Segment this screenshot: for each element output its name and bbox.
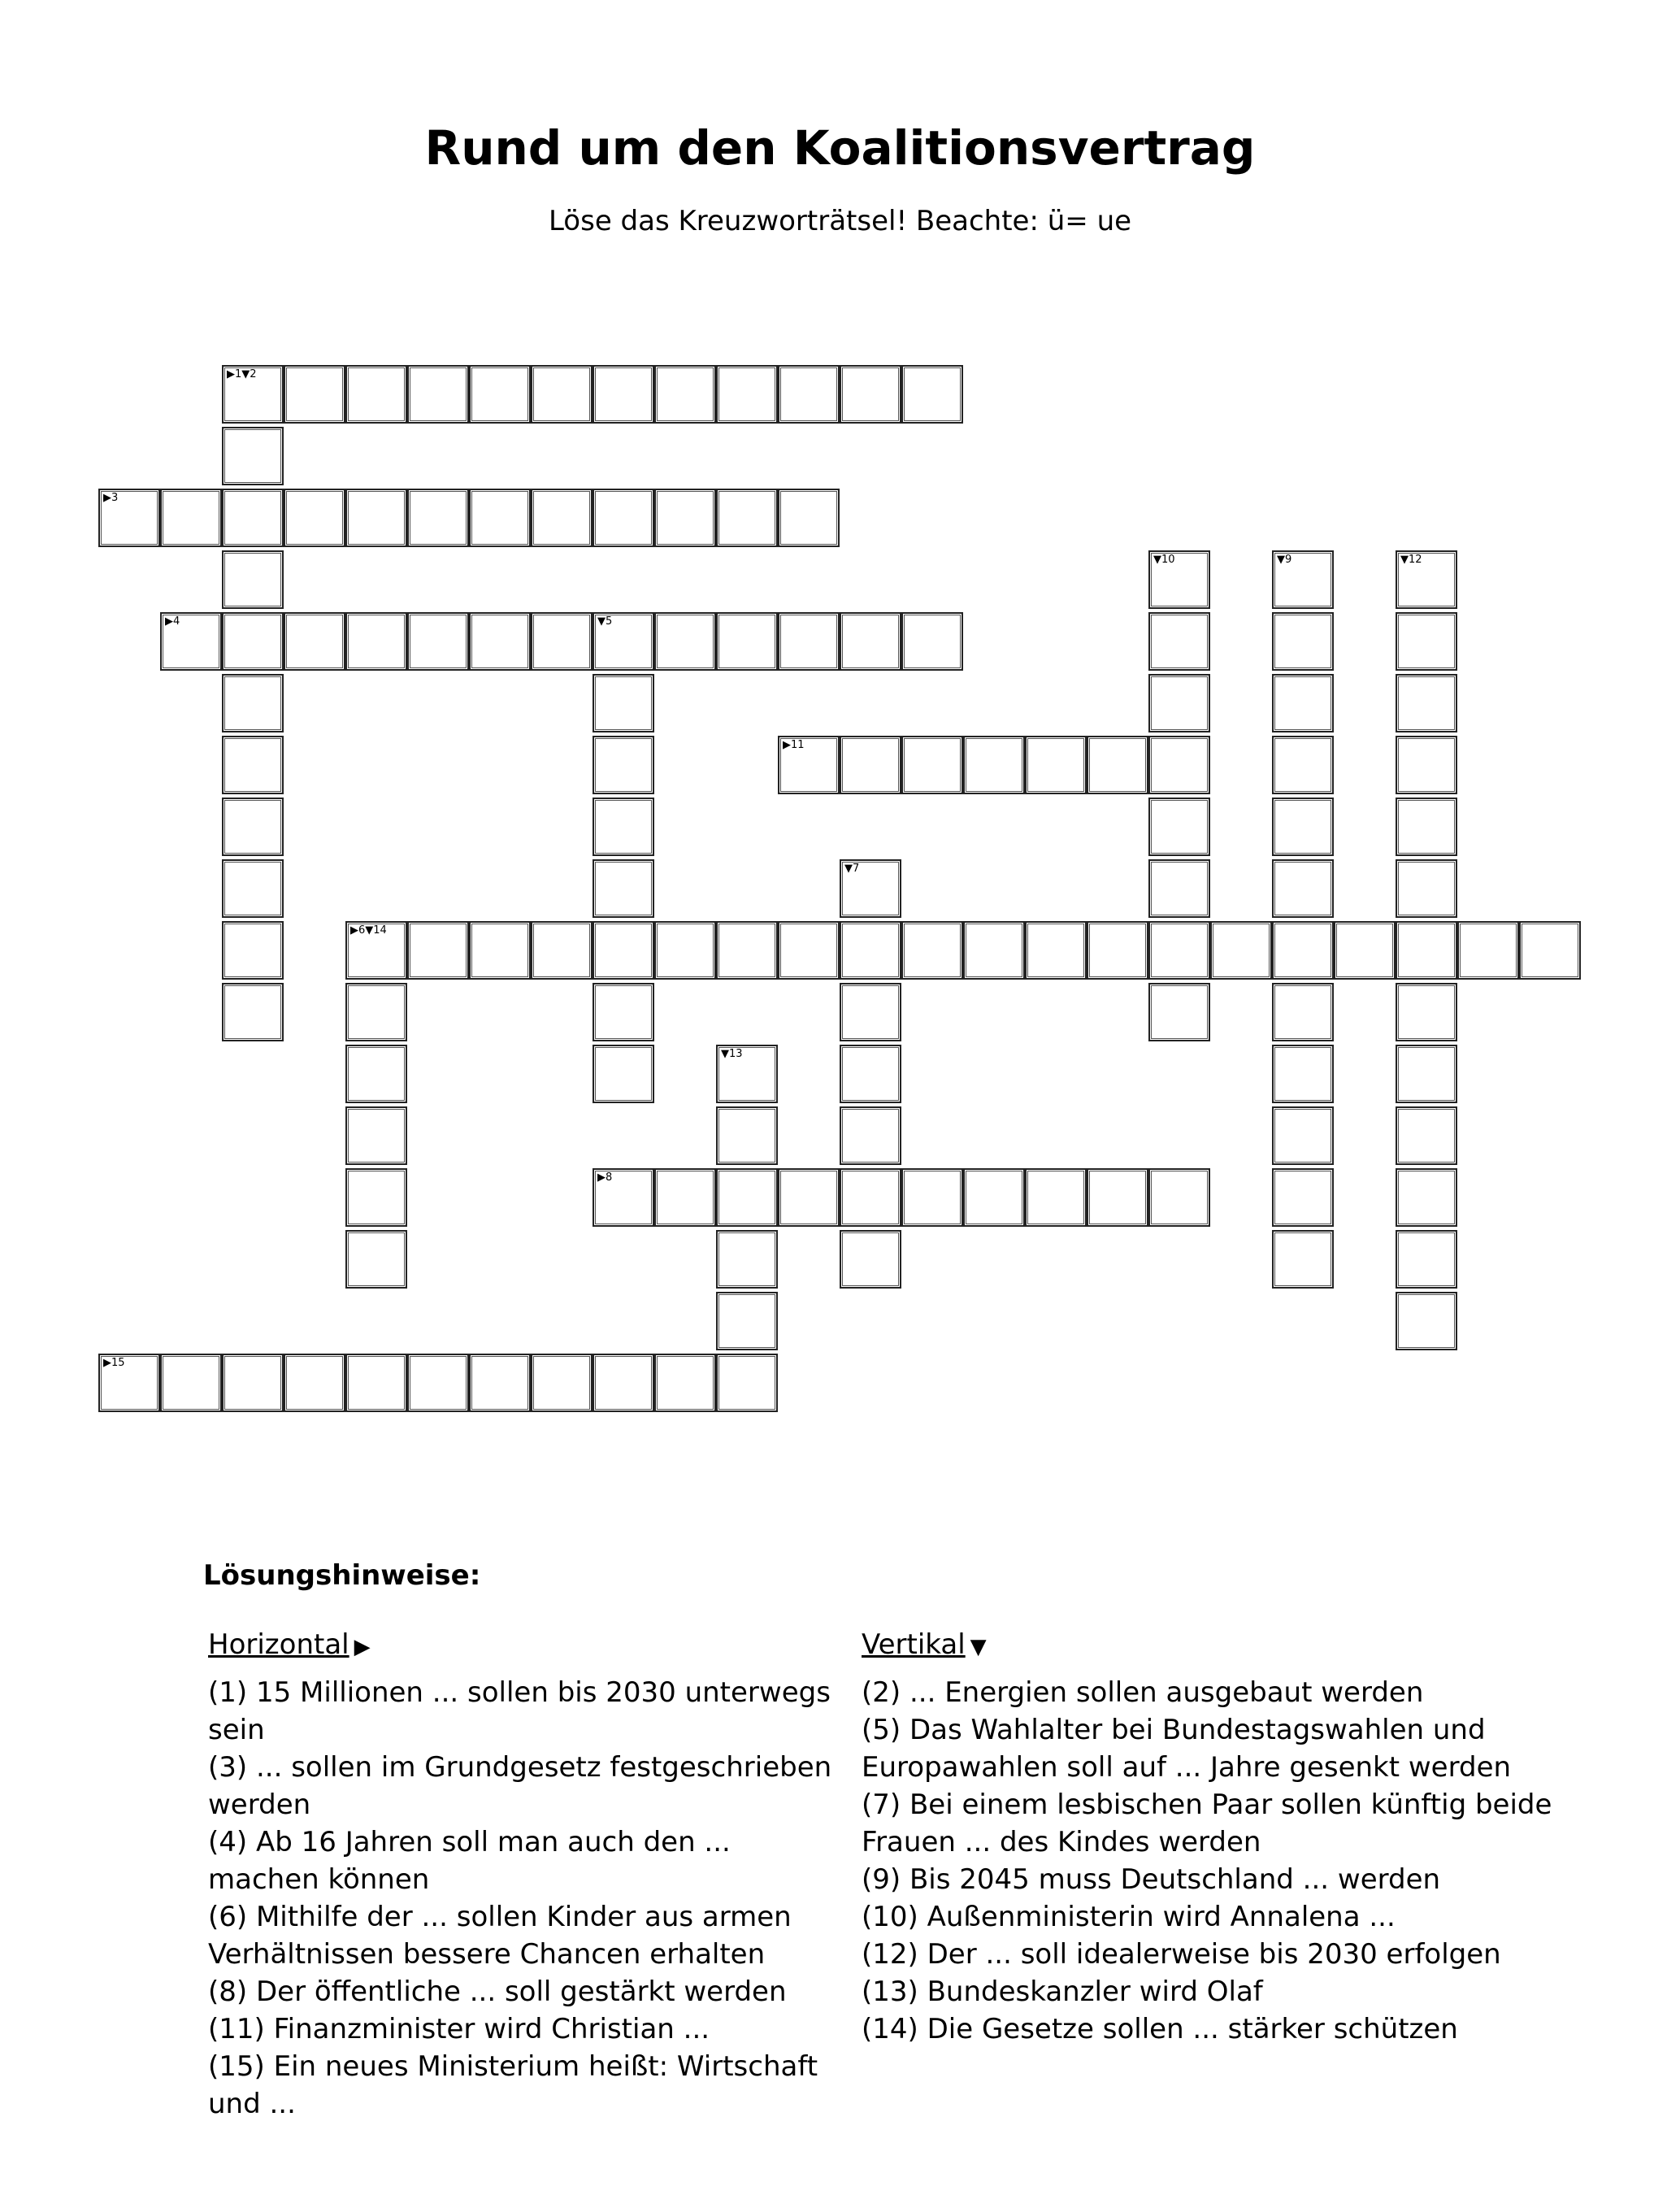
crossword-cell[interactable] <box>1272 921 1334 980</box>
crossword-cell[interactable] <box>654 1354 716 1412</box>
crossword-cell[interactable] <box>1396 983 1457 1041</box>
crossword-cell[interactable] <box>593 1354 654 1412</box>
clue-horizontal-3: (3) ... sollen im Grundgesetz festgeschrieben werden <box>208 1751 832 1821</box>
crossword-cell[interactable] <box>1334 921 1396 980</box>
crossword-cell[interactable] <box>469 1354 531 1412</box>
crossword-cell[interactable] <box>1148 921 1210 980</box>
crossword-cell[interactable] <box>654 365 716 424</box>
crossword-cell[interactable] <box>284 1354 345 1412</box>
crossword-cell[interactable] <box>716 489 778 547</box>
crossword-cell[interactable] <box>1396 1106 1457 1165</box>
crossword-cell[interactable] <box>407 1354 469 1412</box>
crossword-cell[interactable] <box>345 489 407 547</box>
crossword-cell[interactable] <box>593 736 654 794</box>
hints-heading: Lösungshinweise: <box>203 1559 481 1592</box>
crossword-cell[interactable] <box>901 736 963 794</box>
clue-vertical-5: (5) Das Wahlalter bei Bundestagswahlen und Europawahlen soll auf ... Jahre gesenkt werden <box>862 1714 1512 1784</box>
crossword-cell[interactable] <box>222 674 284 732</box>
crossword-cell[interactable] <box>901 1168 963 1227</box>
clue-number-label: ▶6▼14 <box>350 924 387 937</box>
crossword-cell[interactable] <box>284 489 345 547</box>
crossword-cell[interactable] <box>222 983 284 1041</box>
crossword-cell[interactable] <box>963 736 1025 794</box>
crossword-cell[interactable] <box>284 365 345 424</box>
crossword-cell[interactable] <box>222 365 284 424</box>
crossword-cell[interactable] <box>1396 1292 1457 1350</box>
clue-vertical-14: (14) Die Gesetze sollen ... stärker schützen <box>862 2013 1458 2045</box>
crossword-cell[interactable] <box>222 1354 284 1412</box>
crossword-cell[interactable] <box>716 1168 778 1227</box>
crossword-cell[interactable] <box>1396 612 1457 671</box>
clue-number-label: ▼10 <box>1153 554 1175 566</box>
crossword-cell[interactable] <box>1087 736 1148 794</box>
crossword-cell[interactable] <box>716 1292 778 1350</box>
vertical-heading <box>862 1626 1593 1666</box>
crossword-cell[interactable] <box>1148 674 1210 732</box>
crossword-cell[interactable] <box>407 612 469 671</box>
crossword-cell[interactable] <box>98 1354 160 1412</box>
crossword-cell[interactable] <box>345 983 407 1041</box>
crossword-cell[interactable] <box>1148 983 1210 1041</box>
crossword-cell[interactable] <box>840 921 901 980</box>
crossword-cell[interactable] <box>901 365 963 424</box>
clue-horizontal-4: (4) Ab 16 Jahren soll man auch den ... machen können <box>208 1826 731 1896</box>
vertical-heading-label: Vertikal <box>862 1628 966 1661</box>
crossword-cell[interactable] <box>654 612 716 671</box>
clue-horizontal-11: (11) Finanzminister wird Christian ... <box>208 2013 710 2045</box>
crossword-cell[interactable] <box>1148 550 1210 609</box>
crossword-cell[interactable] <box>593 1045 654 1103</box>
crossword-cell[interactable] <box>593 1168 654 1227</box>
crossword-cell[interactable] <box>222 859 284 918</box>
crossword-cell[interactable] <box>593 921 654 980</box>
horizontal-heading-label: Horizontal <box>208 1628 349 1661</box>
crossword-cell[interactable] <box>160 1354 222 1412</box>
crossword-cell[interactable] <box>531 612 593 671</box>
crossword-cell[interactable] <box>284 612 345 671</box>
clue-number-label: ▶1▼2 <box>227 368 257 380</box>
crossword-cell[interactable] <box>1148 612 1210 671</box>
crossword-cell[interactable] <box>1519 921 1581 980</box>
crossword-cell[interactable] <box>1396 798 1457 856</box>
crossword-cell[interactable] <box>469 612 531 671</box>
vertical-clues-column <box>862 1626 1593 2048</box>
crossword-cell[interactable] <box>1148 859 1210 918</box>
crossword-cell[interactable] <box>1025 921 1087 980</box>
crossword-cell[interactable] <box>1272 674 1334 732</box>
crossword-cell[interactable] <box>222 736 284 794</box>
page-subtitle: Löse das Kreuzworträtsel! Beachte: ü= ue <box>548 205 1132 237</box>
crossword-cell[interactable] <box>840 859 901 918</box>
crossword-cell[interactable] <box>654 921 716 980</box>
crossword-cell[interactable] <box>531 365 593 424</box>
crossword-cell[interactable] <box>1272 1106 1334 1165</box>
clue-number-label: ▼13 <box>721 1048 743 1060</box>
clue-number-label: ▼12 <box>1400 554 1422 566</box>
crossword-cell[interactable] <box>1396 1045 1457 1103</box>
crossword-cell[interactable] <box>160 489 222 547</box>
crossword-cell[interactable] <box>840 365 901 424</box>
crossword-cell[interactable] <box>1272 612 1334 671</box>
crossword-cell[interactable] <box>778 489 840 547</box>
crossword-cell[interactable] <box>840 983 901 1041</box>
crossword-cell[interactable] <box>1025 1168 1087 1227</box>
crossword-cell[interactable] <box>716 1354 778 1412</box>
crossword-cell[interactable] <box>222 798 284 856</box>
crossword-cell[interactable] <box>1148 798 1210 856</box>
clue-number-label: ▼9 <box>1277 554 1292 566</box>
crossword-cell[interactable] <box>1087 1168 1148 1227</box>
clue-vertical-10: (10) Außenministerin wird Annalena ... <box>862 1901 1396 1933</box>
crossword-cell[interactable] <box>407 365 469 424</box>
crossword-cell[interactable] <box>1272 550 1334 609</box>
crossword-cell[interactable] <box>840 1168 901 1227</box>
crossword-cell[interactable] <box>593 798 654 856</box>
crossword-cell[interactable] <box>1396 1230 1457 1289</box>
crossword-cell[interactable] <box>1272 983 1334 1041</box>
crossword-cell[interactable] <box>1396 674 1457 732</box>
crossword-cell[interactable] <box>778 1168 840 1227</box>
crossword-cell[interactable] <box>345 1230 407 1289</box>
crossword-cell[interactable] <box>222 612 284 671</box>
crossword-cell[interactable] <box>778 736 840 794</box>
crossword-cell[interactable] <box>531 921 593 980</box>
crossword-cell[interactable] <box>654 489 716 547</box>
crossword-cell[interactable] <box>531 489 593 547</box>
crossword-cell[interactable] <box>469 489 531 547</box>
crossword-cell[interactable] <box>1396 921 1457 980</box>
crossword-cell[interactable] <box>716 1045 778 1103</box>
arrow-right-icon: ▶ <box>354 1635 371 1659</box>
crossword-cell[interactable] <box>840 1106 901 1165</box>
page-title: Rund um den Koalitionsvertrag <box>424 120 1256 176</box>
crossword-cell[interactable] <box>716 1230 778 1289</box>
crossword-cell[interactable] <box>593 983 654 1041</box>
crossword-cell[interactable] <box>593 365 654 424</box>
clue-horizontal-15: (15) Ein neues Ministerium heißt: Wirtschaft und ... <box>208 2050 818 2120</box>
crossword-cell[interactable] <box>345 612 407 671</box>
crossword-cell[interactable] <box>840 1230 901 1289</box>
crossword-cell[interactable] <box>593 612 654 671</box>
crossword-cell[interactable] <box>593 489 654 547</box>
clue-vertical-2: (2) ... Energien sollen ausgebaut werden <box>862 1676 1424 1709</box>
crossword-cell[interactable] <box>1272 798 1334 856</box>
crossword-cell[interactable] <box>963 1168 1025 1227</box>
clue-number-label: ▶3 <box>103 492 119 504</box>
crossword-cell[interactable] <box>778 612 840 671</box>
crossword-cell[interactable] <box>654 1168 716 1227</box>
crossword-cell[interactable] <box>1272 1045 1334 1103</box>
crossword-cell[interactable] <box>160 612 222 671</box>
crossword-cell[interactable] <box>901 612 963 671</box>
crossword-cell[interactable] <box>531 1354 593 1412</box>
crossword-cell[interactable] <box>1396 859 1457 918</box>
clue-number-label: ▼5 <box>597 615 613 628</box>
crossword-cell[interactable] <box>1148 1168 1210 1227</box>
crossword-cell[interactable] <box>407 489 469 547</box>
horizontal-clues-column <box>208 1626 842 2123</box>
crossword-cell[interactable] <box>222 489 284 547</box>
crossword-cell[interactable] <box>222 921 284 980</box>
clue-vertical-7: (7) Bei einem lesbischen Paar sollen künftig beide Frauen ... des Kindes werden <box>862 1789 1552 1858</box>
arrow-down-icon: ▼ <box>970 1635 987 1659</box>
crossword-cell[interactable] <box>469 365 531 424</box>
crossword-cell[interactable] <box>963 921 1025 980</box>
crossword-cell[interactable] <box>1272 736 1334 794</box>
crossword-cell[interactable] <box>1272 1168 1334 1227</box>
clue-vertical-9: (9) Bis 2045 muss Deutschland ... werden <box>862 1863 1441 1896</box>
crossword-cell[interactable] <box>778 365 840 424</box>
crossword-cell[interactable] <box>1272 1230 1334 1289</box>
crossword-cell[interactable] <box>345 1045 407 1103</box>
crossword-cell[interactable] <box>716 1106 778 1165</box>
crossword-cell[interactable] <box>716 921 778 980</box>
crossword-cell[interactable] <box>1272 859 1334 918</box>
crossword-cell[interactable] <box>407 921 469 980</box>
crossword-cell[interactable] <box>345 921 407 980</box>
crossword-cell[interactable] <box>345 1354 407 1412</box>
crossword-cell[interactable] <box>1210 921 1272 980</box>
crossword-cell[interactable] <box>778 921 840 980</box>
clue-number-label: ▶8 <box>597 1171 613 1184</box>
crossword-cell[interactable] <box>345 1168 407 1227</box>
clue-horizontal-6: (6) Mithilfe der ... sollen Kinder aus armen Verhältnissen bessere Chancen erhalten <box>208 1901 792 1971</box>
horizontal-heading <box>208 1626 842 1666</box>
crossword-cell[interactable] <box>716 365 778 424</box>
crossword-cell[interactable] <box>840 736 901 794</box>
clue-vertical-13: (13) Bundeskanzler wird Olaf <box>862 1976 1263 2008</box>
crossword-cell[interactable] <box>1025 736 1087 794</box>
clue-number-label: ▼7 <box>844 863 860 875</box>
crossword-cell[interactable] <box>593 674 654 732</box>
crossword-cell[interactable] <box>1457 921 1519 980</box>
crossword-cell[interactable] <box>222 427 284 485</box>
crossword-cell[interactable] <box>345 1106 407 1165</box>
clue-horizontal-1: (1) 15 Millionen ... sollen bis 2030 unterwegs sein <box>208 1676 831 1746</box>
clue-number-label: ▶15 <box>103 1357 125 1369</box>
crossword-cell[interactable] <box>1396 736 1457 794</box>
crossword-cell[interactable] <box>1148 736 1210 794</box>
clue-number-label: ▶4 <box>165 615 180 628</box>
crossword-cell[interactable] <box>593 859 654 918</box>
crossword-cell[interactable] <box>98 489 160 547</box>
crossword-cell[interactable] <box>345 365 407 424</box>
crossword-cell[interactable] <box>716 612 778 671</box>
crossword-cell[interactable] <box>1396 550 1457 609</box>
crossword-cell[interactable] <box>840 1045 901 1103</box>
crossword-cell[interactable] <box>1396 1168 1457 1227</box>
crossword-cell[interactable] <box>901 921 963 980</box>
crossword-cell[interactable] <box>469 921 531 980</box>
clue-vertical-12: (12) Der ... soll idealerweise bis 2030 erfolgen <box>862 1938 1501 1971</box>
clue-horizontal-8: (8) Der öffentliche ... soll gestärkt werden <box>208 1976 787 2008</box>
crossword-cell[interactable] <box>222 550 284 609</box>
crossword-cell[interactable] <box>840 612 901 671</box>
clue-number-label: ▶11 <box>783 739 805 751</box>
crossword-cell[interactable] <box>1087 921 1148 980</box>
